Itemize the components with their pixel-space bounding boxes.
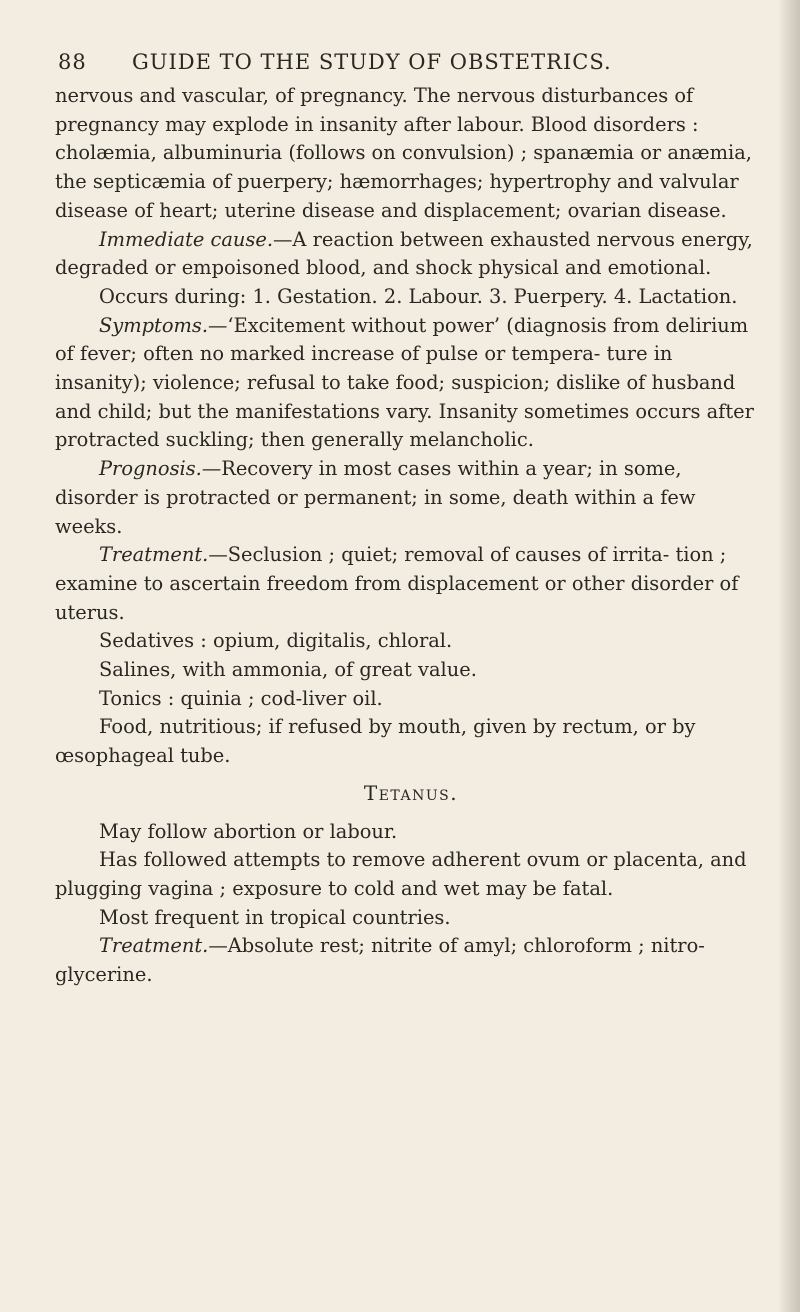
paragraph-tetanus-tropical: Most frequent in tropical countries.: [99, 905, 451, 929]
page-number: 88: [58, 50, 87, 74]
text-tetanus-treatment: —Absolute rest; nitrite of amyl; chloroform ; nitro-glycerine.: [55, 934, 705, 987]
paragraph-salines: Salines, with ammonia, of great value.: [99, 658, 477, 682]
paragraph-tetanus-treatment: [55, 932, 767, 989]
page-body: [55, 82, 767, 990]
paragraph-sedatives: Sedatives : opium, digitalis, chloral.: [99, 629, 453, 653]
text-prognosis: —Recovery in most cases within a year; in some, disorder is protracted or permanent; in some, death within a few weeks.: [55, 457, 696, 538]
text-symptoms: —‘Excitement without power’ (diagnosis from delirium of fever; often no marked increase of pulse or tempera- ture in insanity); violence; refusal to take food; suspicion; dislike of husband and child; but the manifestations vary. Insanity sometimes occurs after protracted suckling; then generally melancholic.: [55, 313, 754, 452]
label-immediate-cause: Immediate cause.: [99, 227, 274, 251]
running-title: GUIDE TO THE STUDY OF OBSTETRICS.: [132, 50, 612, 74]
paragraph-treatment: [55, 541, 767, 627]
label-symptoms: Symptoms.: [99, 313, 209, 337]
paragraph-tonics: Tonics : quinia ; cod-liver oil.: [99, 686, 383, 710]
paragraph-tetanus-follow: May follow abortion or labour.: [99, 819, 398, 843]
page-edge-shadow: [778, 0, 800, 1312]
paragraph-food: Food, nutritious; if refused by mouth, given by rectum, or by œsophageal tube.: [55, 715, 696, 768]
running-header: [58, 50, 758, 74]
text-treatment: —Seclusion ; quiet; removal of causes of irrita- tion ; examine to ascertain freedom from displacement or other disorder of uterus.: [55, 543, 739, 624]
paragraph-tetanus-attempts: Has followed attempts to remove adherent ovum or placenta, and plugging vagina ; exposure to cold and wet may be fatal.: [55, 848, 747, 900]
section-heading-tetanus: Tetanus.: [363, 780, 459, 805]
label-tetanus-treatment: Treatment.: [99, 934, 209, 958]
paragraph-causes: nervous and vascular, of pregnancy. The nervous disturbances of pregnancy may explode in insanity after labour. Blood disorders : cholæmia, albuminuria (follows on convulsion) ; spanæmia or anæmia, the septicæmia of puerpery; hæmorrhages; hypertrophy and valvular disease of heart; uterine disease and displacement; ovarian disease.: [55, 84, 752, 222]
label-prognosis: Prognosis.: [99, 457, 202, 481]
text-immediate-cause: —A reaction between exhausted nervous energy, degraded or empoisoned blood, and shock physical and emotional.: [55, 227, 753, 280]
paragraph-symptoms: [55, 312, 767, 456]
label-treatment: Treatment.: [99, 543, 209, 567]
paragraph-immediate-cause: [55, 226, 767, 283]
paragraph-prognosis: [55, 455, 767, 541]
paragraph-occurs-during: Occurs during: 1. Gestation. 2. Labour. 3. Puerpery. 4. Lactation.: [99, 284, 738, 308]
